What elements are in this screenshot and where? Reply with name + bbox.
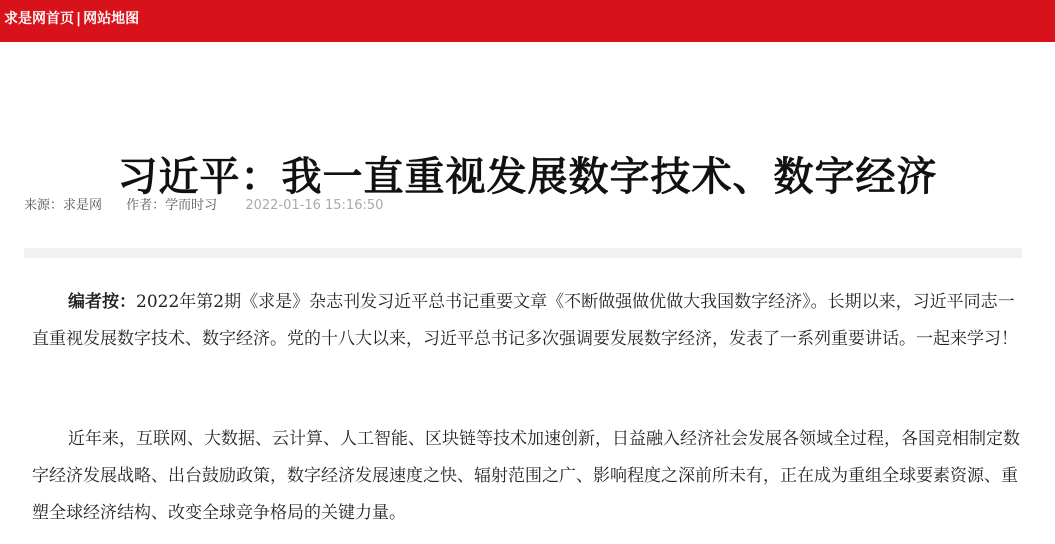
editor-note-label: 编者按： xyxy=(68,292,136,312)
editor-note xyxy=(32,284,1022,358)
top-nav-bar xyxy=(0,0,1055,42)
article-title: 习近平：我一直重视发展数字技术、数字经济 xyxy=(117,153,938,200)
article-meta xyxy=(24,197,403,215)
nav-separator: | xyxy=(76,11,82,27)
article-source: 来源：求是网 xyxy=(24,198,103,213)
article-date: 2022-01-16 15:16:50 xyxy=(245,198,384,213)
top-nav-links xyxy=(4,8,139,28)
editor-note-text: 2022年第2期《求是》杂志刊发习近平总书记重要文章《不断做强做优做大我国数字经济》。长期以来，习近平同志一直重视发展数字技术、数字经济。党的十八大以来，习近平总书记多次强调要发展数字经济，发表了一系列重要讲话。一起来学习！ xyxy=(32,292,1018,349)
sitemap-link[interactable]: 网站地图 xyxy=(83,11,140,27)
meta-divider xyxy=(24,248,1022,258)
article-author: 作者：学而时习 xyxy=(126,198,218,213)
home-link[interactable]: 求是网首页 xyxy=(4,11,74,27)
article-paragraph: 近年来，互联网、大数据、云计算、人工智能、区块链等技术加速创新，日益融入经济社会发展各领域全过程，各国竞相制定数字经济发展战略、出台鼓励政策，数字经济发展速度之快、辐射范围之广、影响程度之深前所未有，正在成为重组全球要素资源、重塑全球经济结构、改变全球竞争格局的关键力量。 xyxy=(32,429,1020,523)
